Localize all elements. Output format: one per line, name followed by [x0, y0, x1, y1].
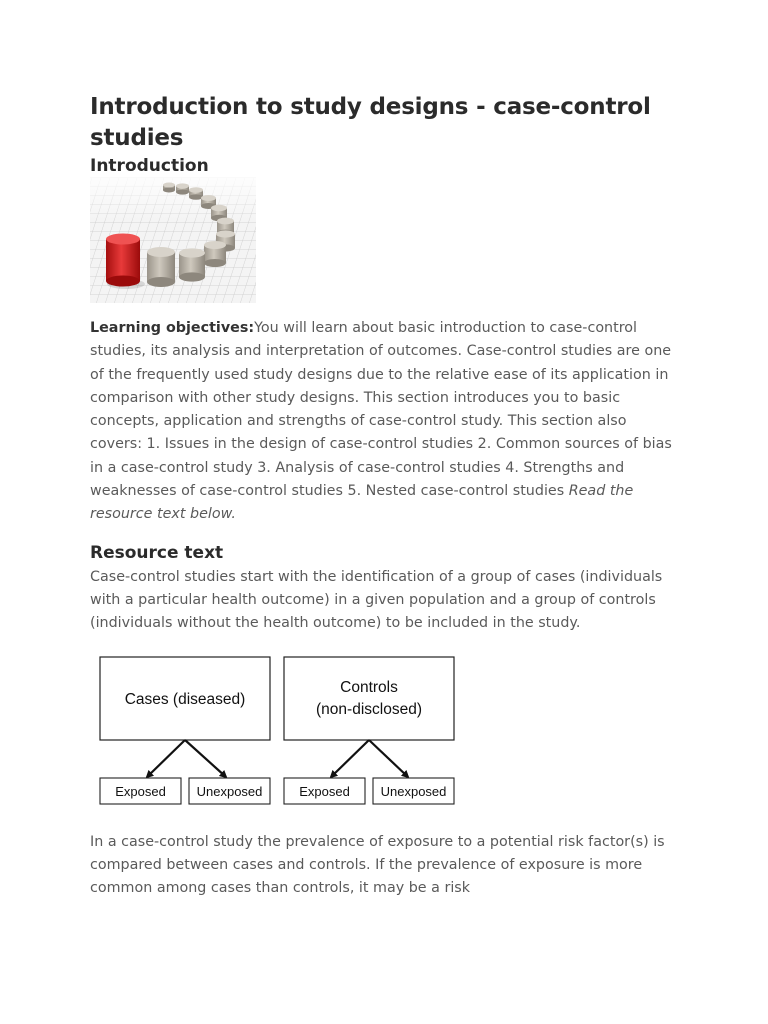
controls-arrows [331, 740, 408, 777]
cases-label: Cases (diseased) [124, 690, 246, 708]
cases-box [100, 657, 270, 740]
after-diagram-paragraph: In a case-control study the prevalence of exposure to a potential risk factor(s) is compared between cases and controls. If the prevalence of exposure is more common among cases than controls, it may be a risk [90, 833, 665, 897]
cases-unexposed-label: Unexposed [196, 783, 263, 799]
resource-paragraph: Case-control studies start with the identification of a group of cases (individuals with a particular health outcome) in a given population and a group of controls (individuals without the health outcome) to be included in the study. [90, 568, 663, 632]
cylinders-illustration [90, 177, 256, 303]
cases-unexposed-box [189, 778, 270, 804]
red-cylinder [106, 234, 145, 290]
controls-label-line1: Controls [340, 678, 398, 696]
learning-objectives-text: You will learn about basic introduction to case-control studies, its analysis and interpretation of outcomes. Case-control studies are one of the frequently used study designs due to the relative ease of its application in comparison with other study designs. This section introduces you to basic concepts, application and strengths of case-control study. This section also covers: 1. Issues in the design of case-control studies 2. Common sources of bias in a case-control study 3. Analysis of case-control studies 4. Strengths and weaknesses of case-control studies 5. Nested case-control studies [90, 320, 672, 500]
resource-hint: Read the resource text below. [90, 483, 634, 523]
controls-box [284, 657, 454, 740]
controls-exposed-box [284, 778, 365, 804]
cases-exposed-label: Exposed [115, 783, 166, 799]
cases-arrows [147, 740, 226, 777]
controls-unexposed-box [373, 778, 454, 804]
cases-exposed-box [100, 778, 181, 804]
introduction-heading: Introduction [90, 156, 209, 176]
controls-exposed-label: Exposed [299, 783, 350, 799]
controls-unexposed-label: Unexposed [380, 783, 447, 799]
resource-text-heading: Resource text [90, 542, 224, 563]
page-title: Introduction to study designs - case-control studies [90, 94, 651, 151]
controls-label-line2: (non-disclosed) [316, 700, 422, 718]
document-page [90, 92, 680, 900]
case-control-diagram [99, 656, 459, 814]
learning-objectives-label: Learning objectives: [90, 320, 255, 336]
learning-objectives-paragraph [90, 317, 680, 527]
